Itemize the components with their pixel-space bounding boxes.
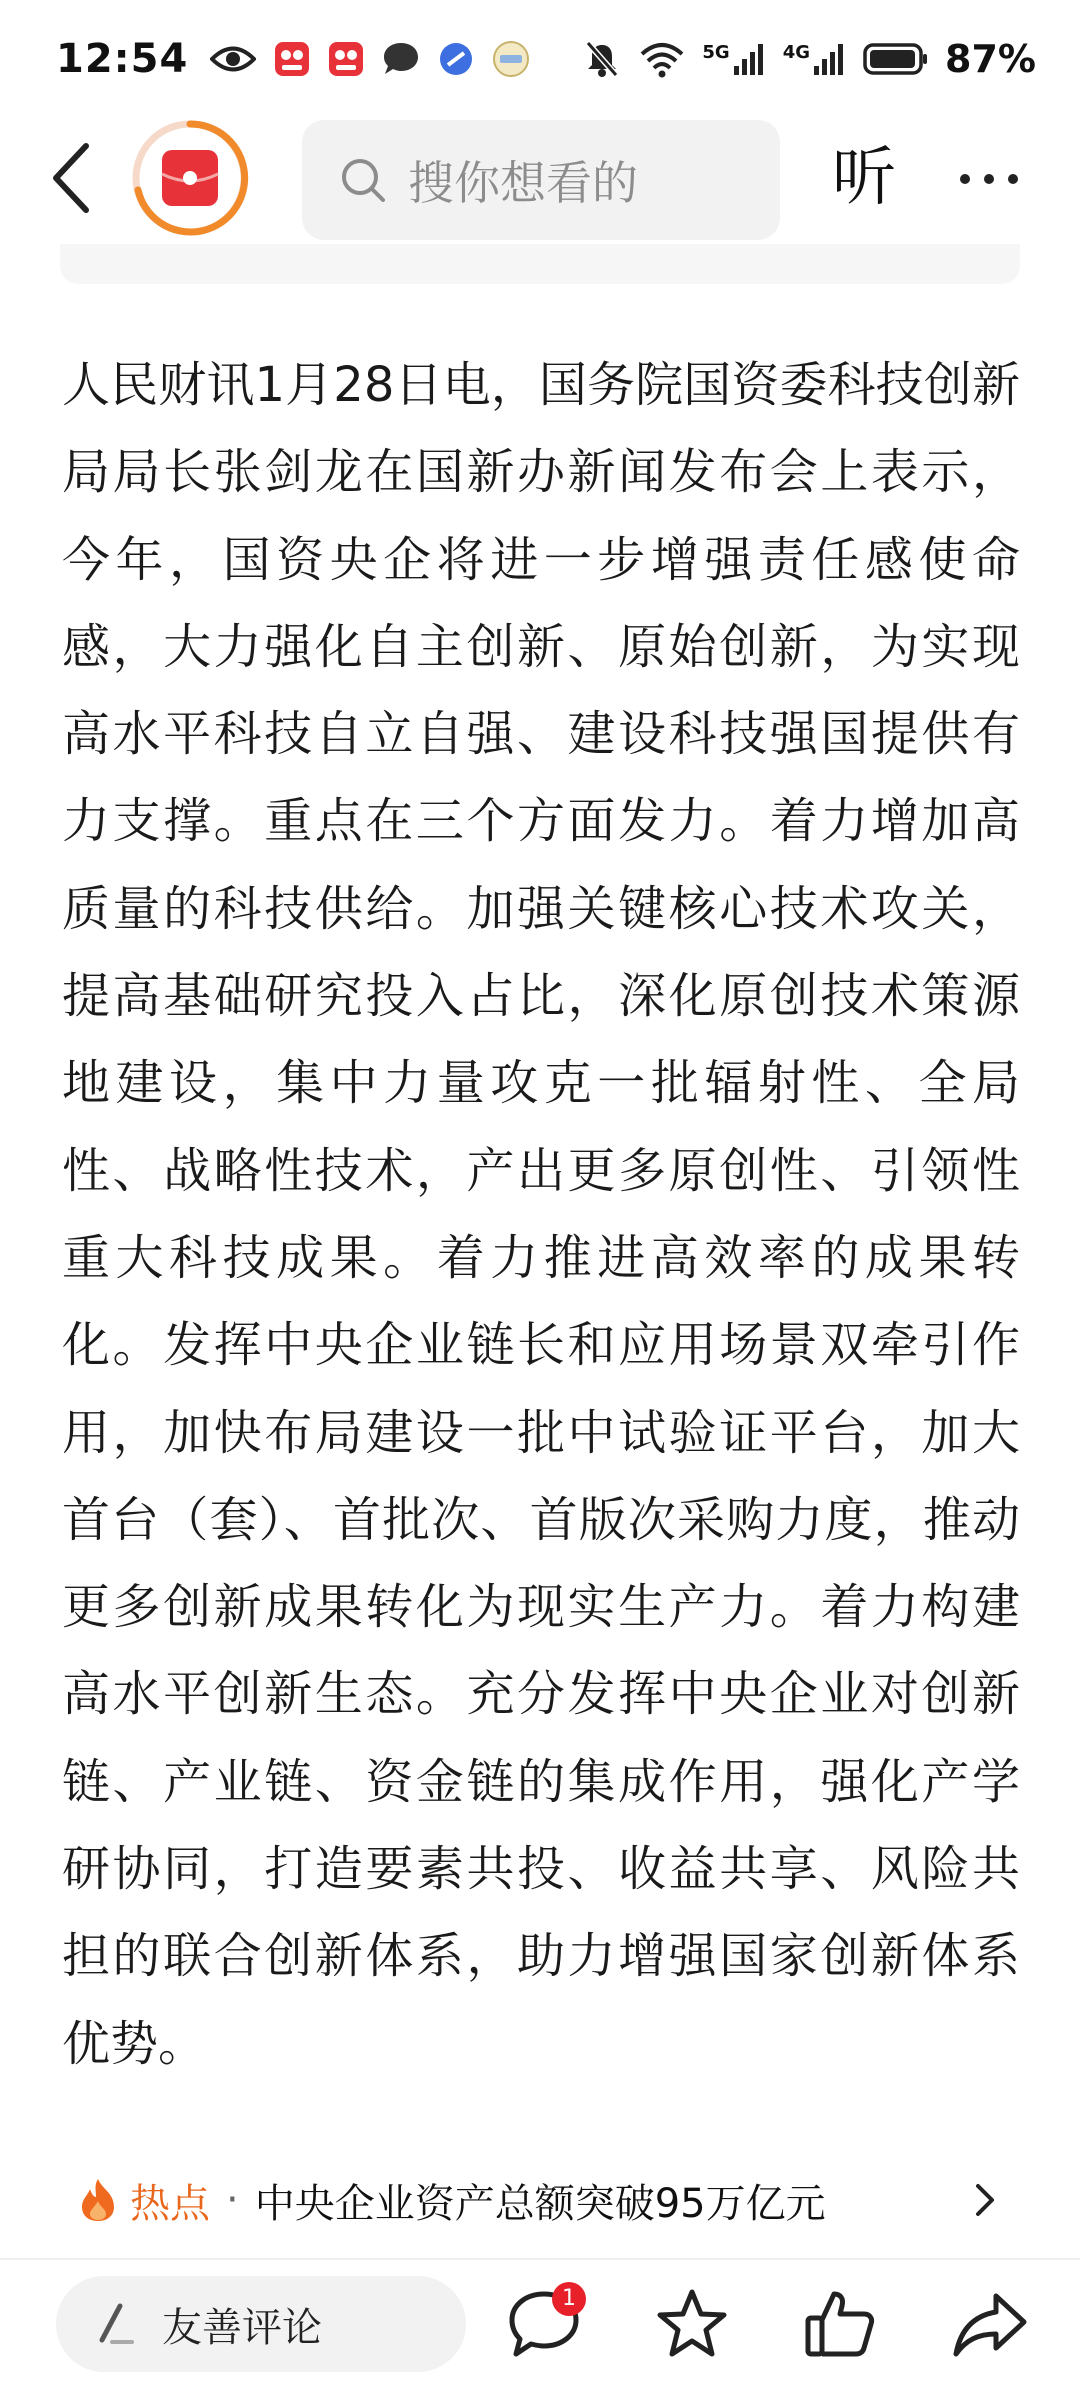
status-bar <box>0 0 1080 118</box>
signal-5g <box>702 42 766 76</box>
wifi-icon <box>638 40 686 78</box>
listen-button[interactable]: 听 <box>832 141 896 215</box>
app-notification-icon <box>274 41 310 77</box>
separator: · <box>226 2177 239 2223</box>
comment-placeholder: 友善评论 <box>162 2304 322 2351</box>
app-notification-icon <box>492 40 530 78</box>
notification-icons <box>210 40 530 78</box>
network-type-label: 4G <box>782 42 811 63</box>
bottom-action-bar <box>0 2262 1080 2388</box>
status-time: 12:54 <box>56 36 189 82</box>
star-icon[interactable] <box>654 2286 730 2362</box>
more-options-icon[interactable] <box>960 164 1030 194</box>
battery-icon <box>863 42 929 76</box>
comment-count-badge: 1 <box>552 2282 586 2316</box>
signal-bars-icon <box>813 42 847 76</box>
mute-bell-icon <box>582 39 622 79</box>
hot-topic-bar[interactable] <box>0 2152 1080 2248</box>
search-placeholder: 搜你想看的 <box>408 156 638 210</box>
comment-input[interactable] <box>56 2276 466 2372</box>
signal-4g <box>783 42 847 76</box>
share-arrow-icon[interactable] <box>952 2286 1028 2362</box>
battery-percentage: 87% <box>945 37 1036 81</box>
app-notification-icon <box>438 41 474 77</box>
back-arrow-icon[interactable] <box>40 136 110 220</box>
search-input[interactable] <box>302 120 780 240</box>
network-type-label: 5G <box>702 42 730 63</box>
app-logo-icon[interactable] <box>128 116 252 240</box>
chevron-right-icon[interactable] <box>970 2180 1000 2220</box>
hot-headline[interactable]: 中央企业资产总额突破95万亿元 <box>254 2180 826 2227</box>
search-icon <box>338 155 388 205</box>
app-notification-icon <box>328 41 364 77</box>
article-body: 人民财讯1月28日电，国务院国资委科技创新局局长张剑龙在国新办新闻发布会上表示，今年，国资央企将进一步增强责任感使命感，大力强化自主创新、原始创新，为实现高水平科技自立自强、建设科技强国提供有力支撑。重点在三个方面发力。着力增加高质量的科技供给。加强关键核心技术攻关，提高基础研究投入占比，深化原创技术策源地建设，集中力量攻克一批辐射性、全局性、战略性技术，产出更多原创性、引领性重大科技成果。着力推进高效率的成果转化。发挥中央企业链长和应用场景双牵引作用，加快布局建设一批中试验证平台，加大首台（套）、首批次、首版次采购力度，推动更多创新成果转化为现实生产力。着力构建高水平创新生态。充分发挥中央企业对创新链、产业链、资金链的集成作用，强化产学研协同，打造要素共投、收益共享、风险共担的联合创新体系，助力增强国家创新体系优势。 <box>62 357 1020 2072</box>
pen-icon <box>92 2302 136 2346</box>
fire-icon <box>78 2177 118 2223</box>
collapsed-card-edge <box>60 244 1020 284</box>
chat-bubble-icon <box>382 41 420 77</box>
system-icons <box>582 37 1036 81</box>
eye-icon <box>210 44 256 74</box>
top-navigation <box>0 112 1080 244</box>
hot-label: 热点 <box>130 2180 210 2227</box>
divider <box>0 2258 1080 2260</box>
thumbs-up-icon[interactable] <box>802 2286 878 2362</box>
signal-bars-icon <box>733 42 767 76</box>
